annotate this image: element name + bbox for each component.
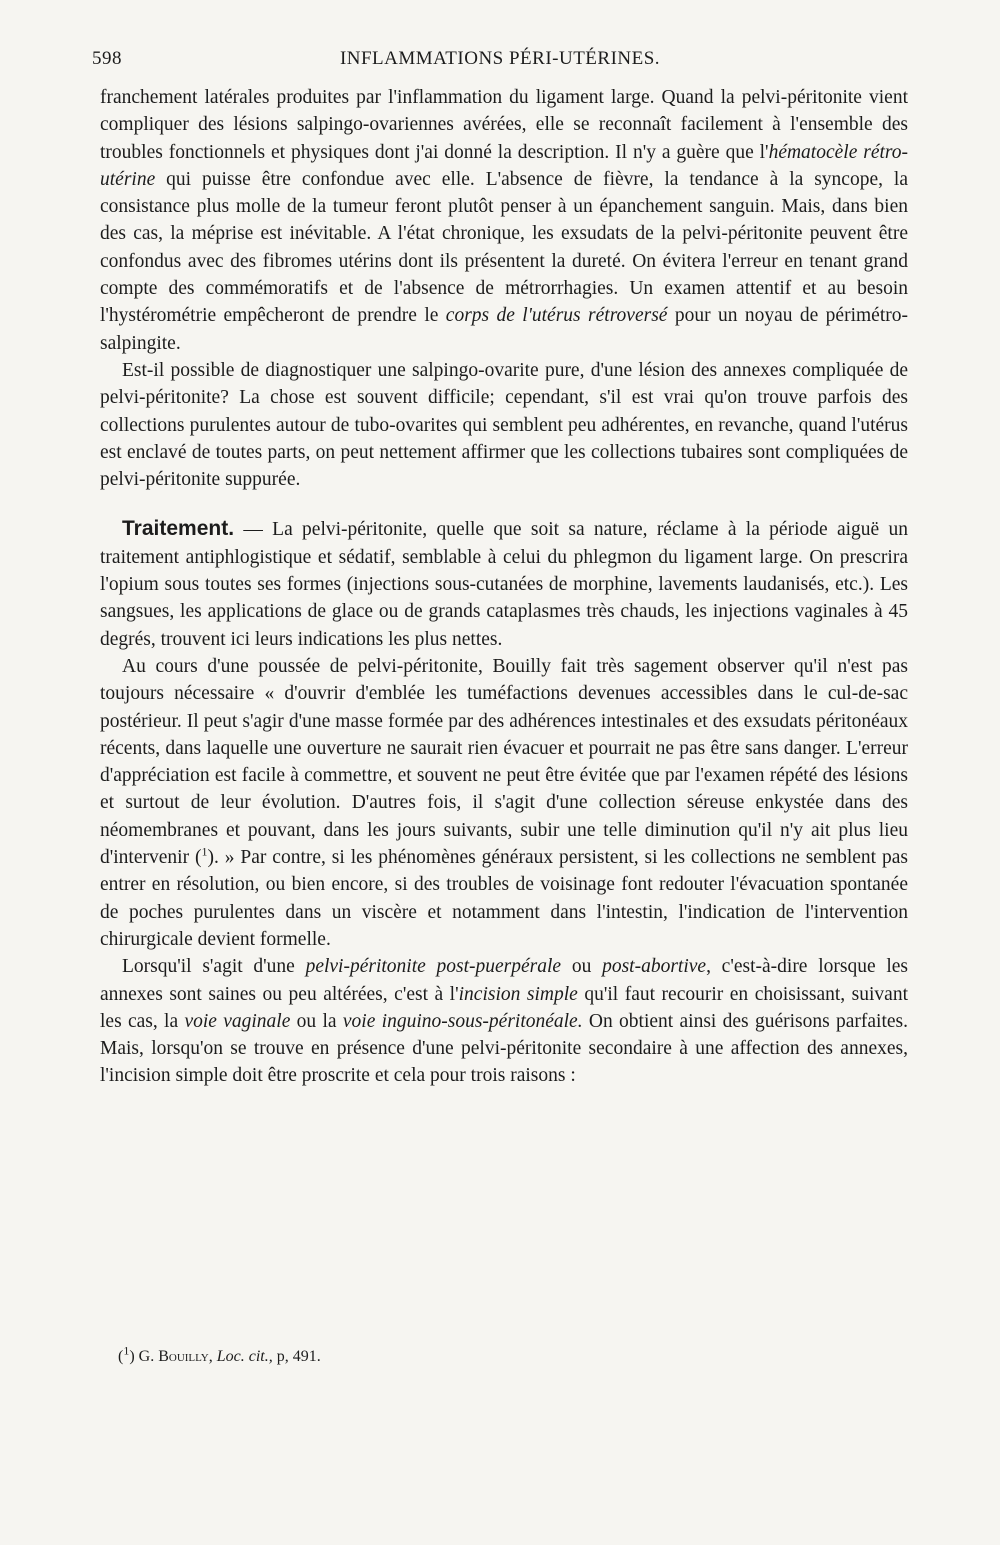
footnote-reference: Loc. cit.,: [216, 1348, 273, 1365]
body-text: [100, 84, 908, 1090]
italic-text: post-abortive: [602, 956, 707, 978]
text-run: qu'il faut recourir en choisissant, suivant les cas, la: [100, 983, 908, 1032]
footnote-page: p, 491.: [276, 1348, 321, 1365]
text-run: , c'est-à-dire lorsque les annexes sont saines ou peu altérées, c'est à l': [100, 956, 909, 1005]
text-run: Lorsqu'il s'agit d'une: [122, 956, 306, 978]
text-run: — La pelvi-péritonite, quelle que soit sa nature, réclame à la période aiguë un traitement antiphlogistique et sédatif, semblable à celui du phlegmon du ligament large. On prescrira l'opium sous toutes ses formes (injections sous-cutanées de morphine, lavements laudanisés, etc.). Les sangsues, les applications de glace ou de grands cataplasmes très chauds, les injections vaginales à 45 degrés, trouvent ici leurs indications les plus nettes.: [100, 519, 908, 650]
text-run: pour un noyau de périmétro-salpingite.: [100, 305, 908, 354]
section-gap: [100, 493, 908, 515]
text-run: franchement latérales produites par l'inflammation du ligament large. Quand la pelvi-péritonite vient compliquer des lésions salpingo-ovariennes avérées, elle se reconnaît facilement à l'ensemble des troubles fonctionnels et physiques dont j'ai donné la description. Il n'y a guère que l': [100, 87, 908, 163]
footnote: ($^1$) G. Bouilly, Loc. cit., p, 491.: [118, 1343, 321, 1365]
text-run: qui puisse être confondue avec elle. L'absence de fièvre, la tendance à la syncope, la consistance plus molle de la tumeur feront plutôt penser à un épanchement sanguin. Mais, dans bien des cas, la méprise est inévitable. A l'état chronique, les exsudats de la pelvi-péritonite peuvent être confondus avec des fibromes utérins dont ils présentent la dureté. On évitera l'erreur en tenant grand compte des commémoratifs et de l'absence de métrorrhagies. Un examen attentif et au besoin l'hystérométrie empêcheront de prendre le: [100, 168, 908, 327]
text-run: Au cours d'une poussée de pelvi-péritonite, Bouilly fait très sagement observer qu'il n'est pas toujours nécessaire « d'ouvrir d'emblée les tuméfactions devenues accessibles dans le cul-de-sac postérieur. Il peut s'agir d'une masse formée par des adhérences intestinales et des exsudats péritonéaux récents, dans laquelle une ouverture ne saurait rien évacuer et pourrait ne pas être sans danger. L'erreur d'appréciation est facile à commettre, et souvent ne peut être évitée que par l'examen répété des lésions et surtout de leur évolution. D'autres fois, il s'agit d'une collection séreuse enkystée dans des néomembranes et pouvant, dans les jours suivants, subir une telle diminution qu'il n'y ait plus lieu d'intervenir (: [100, 655, 908, 869]
text-run: On obtient ainsi des guérisons parfaites. Mais, lorsqu'on se trouve en présence d'une pelvi-péritonite secondaire à une affection des annexes, l'incision simple doit être proscrite et cela pour trois raisons :: [100, 1010, 908, 1087]
paragraph: [100, 953, 908, 1089]
page-header: [92, 48, 908, 76]
italic-text: hématocèle rétro-utérine: [100, 141, 909, 190]
running-title: INFLAMMATIONS PÉRI-UTÉRINES.: [339, 48, 661, 69]
italic-text: corps de l'utérus rétroversé: [445, 305, 668, 327]
footnote-marker: 1: [123, 1343, 130, 1358]
paragraph: [100, 515, 908, 652]
footnote-reference-marker: 1: [201, 844, 208, 859]
text-run: ou: [561, 956, 603, 978]
text-run: Est-il possible de diagnostiquer une salpingo-ovarite pure, d'une lésion des annexes compliquée de pelvi-péritonite? La chose est souvent difficile; cependant, s'il est vrai qu'on trouve parfois des collections purulentes autour de tubo-ovarites qui semblent peu adhérentes, en revanche, quand l'utérus est enclavé de toutes parts, on peut nettement affirmer que les collections tubaires sont compliquées de pelvi-péritonite suppurée.: [100, 359, 908, 491]
section-heading: Traitement.: [122, 517, 235, 541]
italic-text: voie vaginale: [184, 1010, 291, 1032]
paragraph: [100, 357, 908, 493]
italic-text: pelvi-péritonite post-puerpérale: [305, 956, 562, 978]
page-number: 598: [92, 48, 122, 69]
footnote-author: G. Bouilly,: [138, 1348, 213, 1365]
italic-text: incision simple: [458, 983, 578, 1005]
text-run: ). » Par contre, si les phénomènes généraux persistent, si les collections ne semblent pas entrer en résolution, ou bien encore, si des troubles de voisinage font redouter l'évacuation spontanée de poches purulentes dans un viscère et notamment dans l'intestin, l'indication de l'intervention chirurgicale devient formelle.: [100, 847, 909, 950]
paragraph: [100, 84, 908, 357]
text-run: ou la: [290, 1010, 343, 1032]
paragraph: [100, 653, 908, 953]
italic-text: voie inguino-sous-péritonéale.: [342, 1010, 583, 1032]
